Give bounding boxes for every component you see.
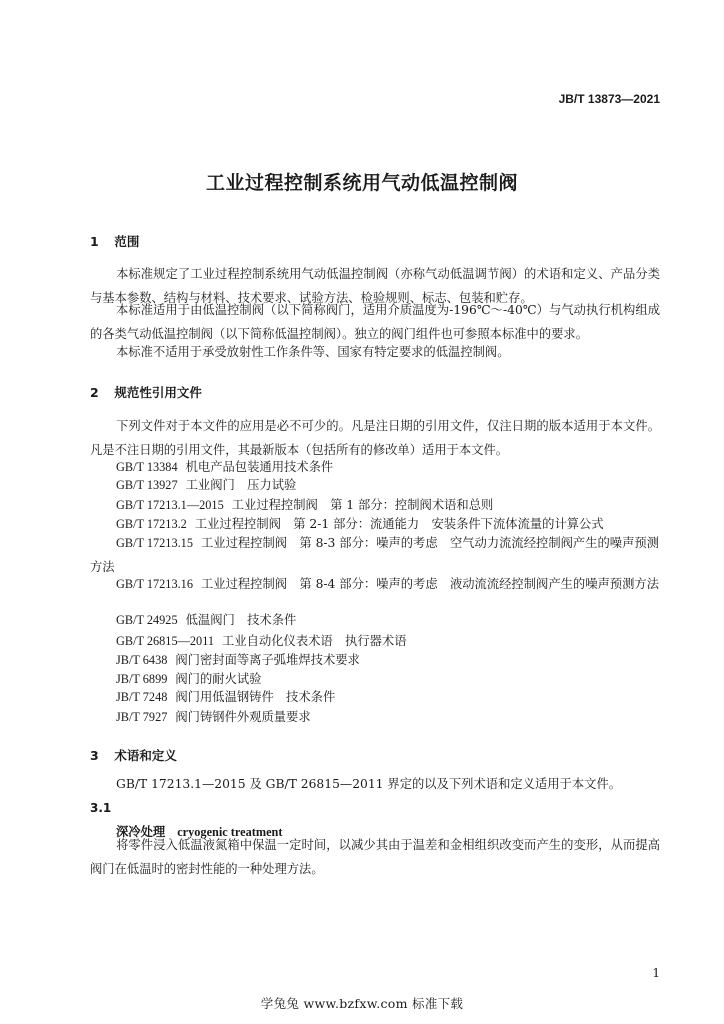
clause-number: 3.1 xyxy=(90,801,112,815)
scope-paragraph-1: 本标准规定了工业过程控制系统用气动低温控制阀（亦称气动低温调节阀）的术语和定义、产品分类与基本参数、结构与材料、技术要求、试验方法、检验规则、标志、包装和贮存。 xyxy=(90,267,660,305)
section-1-heading xyxy=(90,232,139,250)
page-number: 1 xyxy=(652,966,660,980)
term-chinese: 深冷处理 xyxy=(116,824,166,839)
terms-intro: GB/T 17213.1—2015 及 GB/T 26815—2011 界定的以及下列术语和定义适用于本文件。 xyxy=(116,777,622,791)
reference-item: JB/T 7927 阀门铸钢件外观质量要求 xyxy=(116,710,311,724)
document-title: 工业过程控制系统用气动低温控制阀 xyxy=(205,172,518,194)
section-title: 术语和定义 xyxy=(114,748,177,763)
footer-watermark: 学兔兔 www.bzfxw.com 标准下载 xyxy=(260,996,464,1011)
section-number: 2 xyxy=(90,385,99,400)
section-2-heading xyxy=(90,383,202,401)
term-definition: 将零件浸入低温液氮箱中保温一定时间，以减少其由于温差和金相组织改变而产生的变形，从而提高阀门在低温时的密封性能的一种处理方法。 xyxy=(90,838,660,876)
section-3-heading xyxy=(90,746,177,764)
section-title: 范围 xyxy=(114,234,140,249)
reference-item: JB/T 6438 阀门密封面等离子弧堆焊技术要求 xyxy=(116,653,360,667)
reference-item: GB/T 17213.16 工业过程控制阀 第 8-4 部分：噪声的考虑 液动流流经控制阀产生的噪声预测方法 xyxy=(116,577,659,591)
reference-item: GB/T 17213.2 工业过程控制阀 第 2-1 部分：流通能力 安装条件下流体流量的计算公式 xyxy=(116,517,604,531)
standard-code: JB/T 13873—2021 xyxy=(558,92,660,106)
reference-item: GB/T 24925 低温阀门 技术条件 xyxy=(116,613,297,627)
reference-item: GB/T 13927 工业阀门 压力试验 xyxy=(116,478,297,492)
reference-item: GB/T 17213.15 工业过程控制阀 第 8-3 部分：噪声的考虑 空气动力流流经控制阀产生的噪声预测方法 xyxy=(90,536,659,574)
reference-item: JB/T 7248 阀门用低温钢铸件 技术条件 xyxy=(116,690,336,704)
section-title: 规范性引用文件 xyxy=(114,385,202,400)
reference-item: GB/T 13384 机电产品包装通用技术条件 xyxy=(116,460,334,474)
reference-item: GB/T 17213.1—2015 工业过程控制阀 第 1 部分：控制阀术语和总则 xyxy=(116,498,494,512)
section-number: 3 xyxy=(90,748,99,763)
term-english: cryogenic treatment xyxy=(177,825,283,839)
reference-item: GB/T 26815—2011 工业自动化仪表术语 执行器术语 xyxy=(116,634,407,648)
reference-item: JB/T 6899 阀门的耐火试验 xyxy=(116,672,262,686)
scope-paragraph-2: 本标准适用于由低温控制阀（以下简称阀门，适用介质温度为-196℃～-40℃）与气动执行机构组成的各类气动低温控制阀（以下简称低温控制阀）。独立的阀门组件也可参照本标准中的要求。 xyxy=(90,303,660,341)
references-intro: 下列文件对于本文件的应用是必不可少的。凡是注日期的引用文件，仅注日期的版本适用于本文件。凡是不注日期的引用文件，其最新版本（包括所有的修改单）适用于本文件。 xyxy=(90,419,660,457)
section-number: 1 xyxy=(90,234,99,249)
scope-paragraph-3: 本标准不适用于承受放射性工作条件等、国家有特定要求的低温控制阀。 xyxy=(116,345,510,359)
